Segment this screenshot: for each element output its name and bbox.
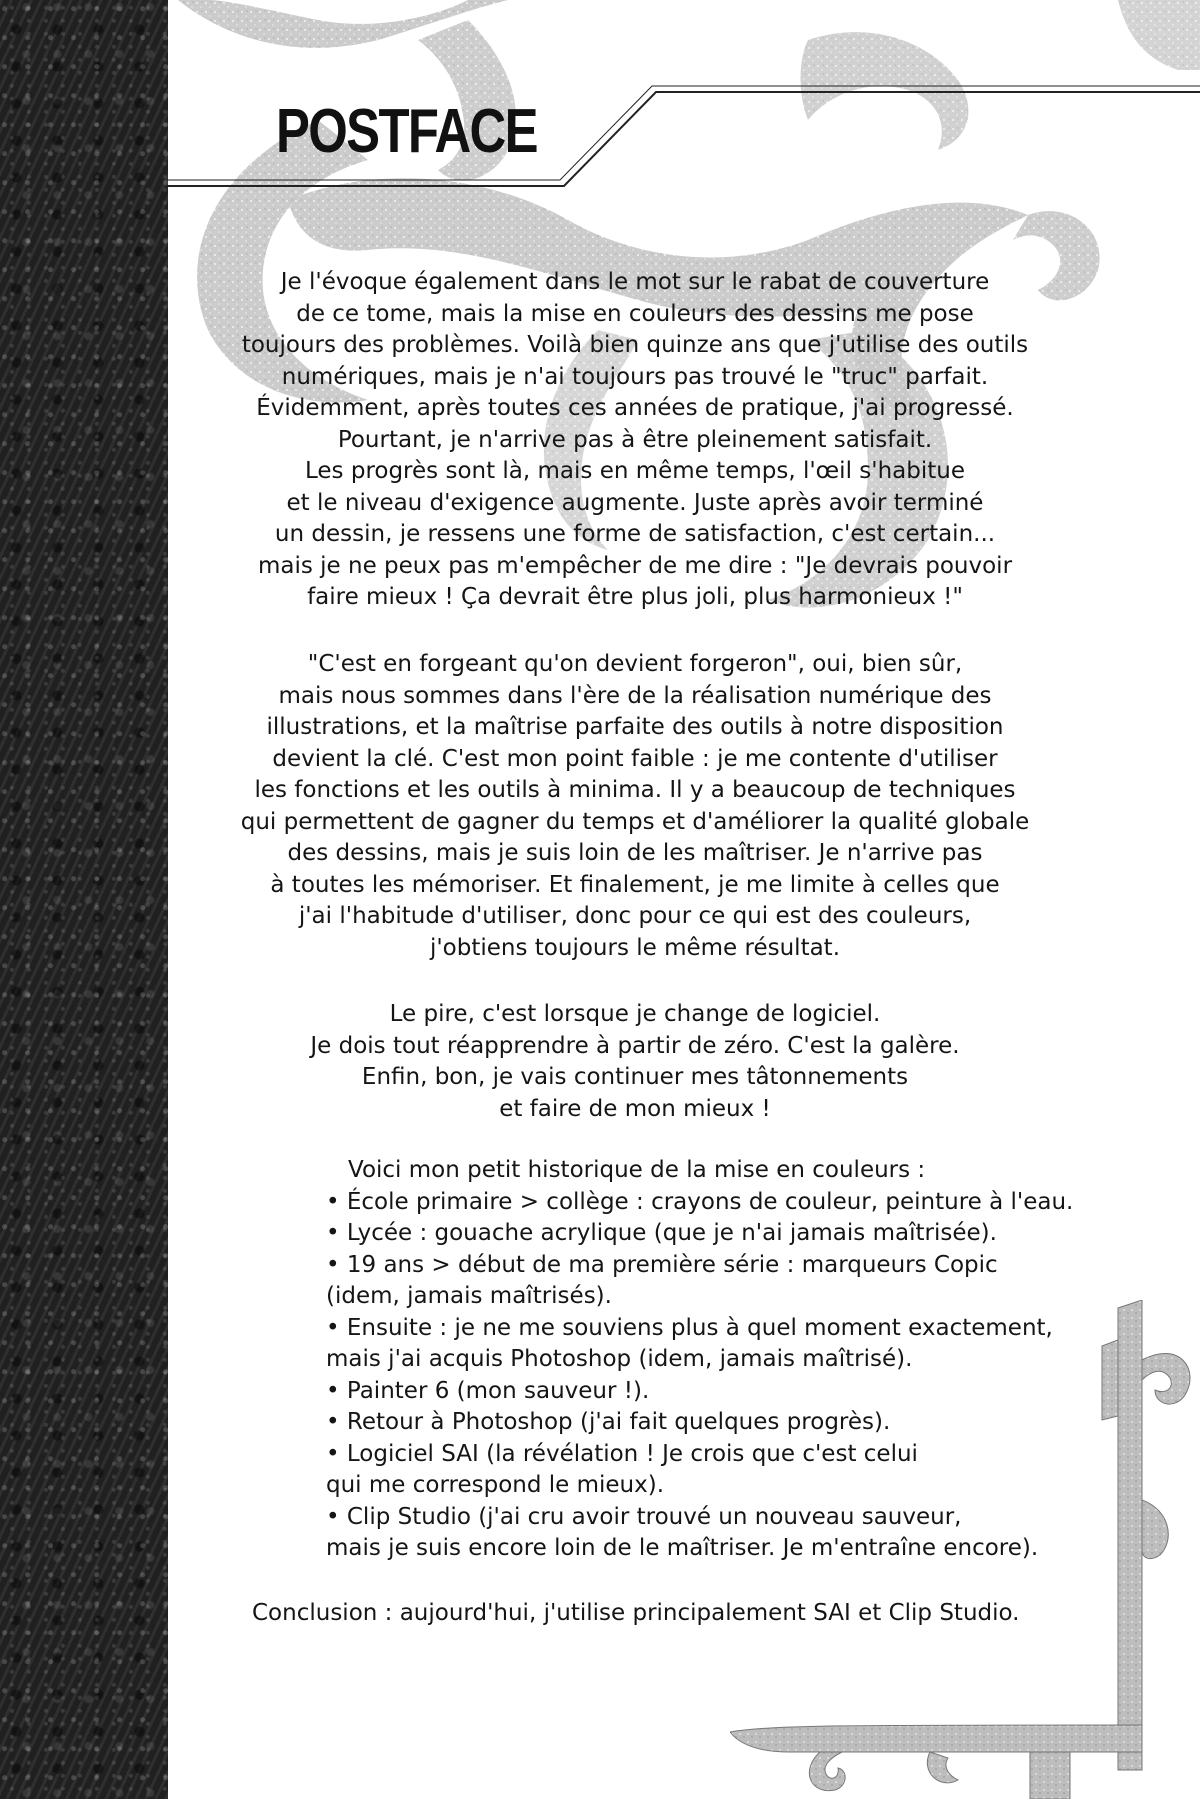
text-line: mais nous sommes dans l'ère de la réalisation numérique des — [278, 682, 992, 709]
history-intro: Voici mon petit historique de la mise en couleurs : — [348, 1157, 926, 1183]
text-line: Évidemment, après toutes ces années de pratique, j'ai progressé. — [256, 395, 1014, 421]
list-item: • 19 ans > début de ma première série : marqueurs Copic — [326, 1251, 998, 1278]
list-item: (idem, jamais maîtrisés). — [326, 1283, 612, 1309]
text-line: à toutes les mémoriser. Et finalement, je me limite à celles que — [270, 871, 1000, 898]
text-line: "C'est en forgeant qu'on devient forgeron", oui, bien sûr, — [307, 651, 963, 677]
text-line: toujours des problèmes. Voilà bien quinze ans que j'utilise des outils — [241, 332, 1029, 358]
text-line: de ce tome, mais la mise en couleurs des dessins me pose — [296, 300, 974, 327]
text-line: qui permettent de gagner du temps et d'améliorer la qualité globale — [240, 808, 1030, 835]
textured-left-band — [0, 0, 168, 1799]
text-line: les fonctions et les outils à minima. Il y a beaucoup de techniques — [254, 777, 1016, 803]
text-line: des dessins, mais je suis loin de les maîtriser. Je n'arrive pas — [287, 840, 983, 866]
text-line: un dessin, je ressens une forme de satisfaction, c'est certain... — [274, 521, 996, 547]
list-item: • Lycée : gouache acrylique (que je n'ai jamais maîtrisée). — [326, 1220, 997, 1246]
paragraph-2 — [200, 649, 1070, 964]
text-line: faire mieux ! Ça devrait être plus joli, plus harmonieux !" — [307, 584, 963, 610]
text-line: Les progrès sont là, mais en même temps, l'œil s'habitue — [304, 458, 965, 484]
text-line: Je dois tout réapprendre à partir de zéro. C'est la galère. — [310, 1032, 960, 1059]
text-line: devient la clé. C'est mon point faible : je me contente d'utiliser — [272, 745, 998, 772]
text-line: Pourtant, je n'arrive pas à être pleinement satisfait. — [337, 426, 933, 453]
list-item: • Clip Studio (j'ai cru avoir trouvé un nouveau sauveur, — [326, 1503, 962, 1530]
list-item: qui me correspond le mieux). — [326, 1472, 665, 1498]
coloring-history-list — [326, 1155, 1073, 1565]
paragraph-3 — [200, 999, 1070, 1125]
conclusion-text: Conclusion : aujourd'hui, j'utilise principalement SAI et Clip Studio. — [252, 1600, 1020, 1626]
text-line: Enfin, bon, je vais continuer mes tâtonnements — [361, 1064, 909, 1090]
list-item: • Retour à Photoshop (j'ai fait quelques progrès). — [326, 1409, 891, 1435]
text-line: illustrations, et la maîtrise parfaite des outils à notre disposition — [266, 714, 1004, 740]
text-line: numériques, mais je n'ai toujours pas trouvé le "truc" parfait. — [281, 363, 989, 390]
text-line: mais je ne peux pas m'empêcher de me dire : "Je devrais pouvoir — [257, 552, 1013, 579]
list-item: mais j'ai acquis Photoshop (idem, jamais maîtrisé). — [326, 1346, 913, 1372]
list-item: mais je suis encore loin de le maîtriser. Je m'entraîne encore). — [326, 1535, 1039, 1561]
text-line: Le pire, c'est lorsque je change de logiciel. — [389, 1001, 881, 1027]
paragraph-1 — [200, 267, 1070, 614]
list-item: • École primaire > collège : crayons de couleur, peinture à l'eau. — [326, 1188, 1074, 1215]
text-line: j'obtiens toujours le même résultat. — [429, 934, 841, 961]
text-line: Je l'évoque également dans le mot sur le rabat de couverture — [280, 269, 990, 295]
list-item: • Logiciel SAI (la révélation ! Je crois que c'est celui — [326, 1440, 918, 1467]
text-line: j'ai l'habitude d'utiliser, donc pour ce qui est des couleurs, — [298, 903, 972, 929]
list-item: • Ensuite : je ne me souviens plus à quel moment exactement, — [326, 1314, 1053, 1341]
list-item: • Painter 6 (mon sauveur !). — [326, 1377, 650, 1404]
text-line: et faire de mon mieux ! — [499, 1095, 771, 1122]
text-line: et le niveau d'exigence augmente. Juste après avoir terminé — [286, 489, 984, 516]
page-title: POSTFACE — [276, 97, 537, 166]
